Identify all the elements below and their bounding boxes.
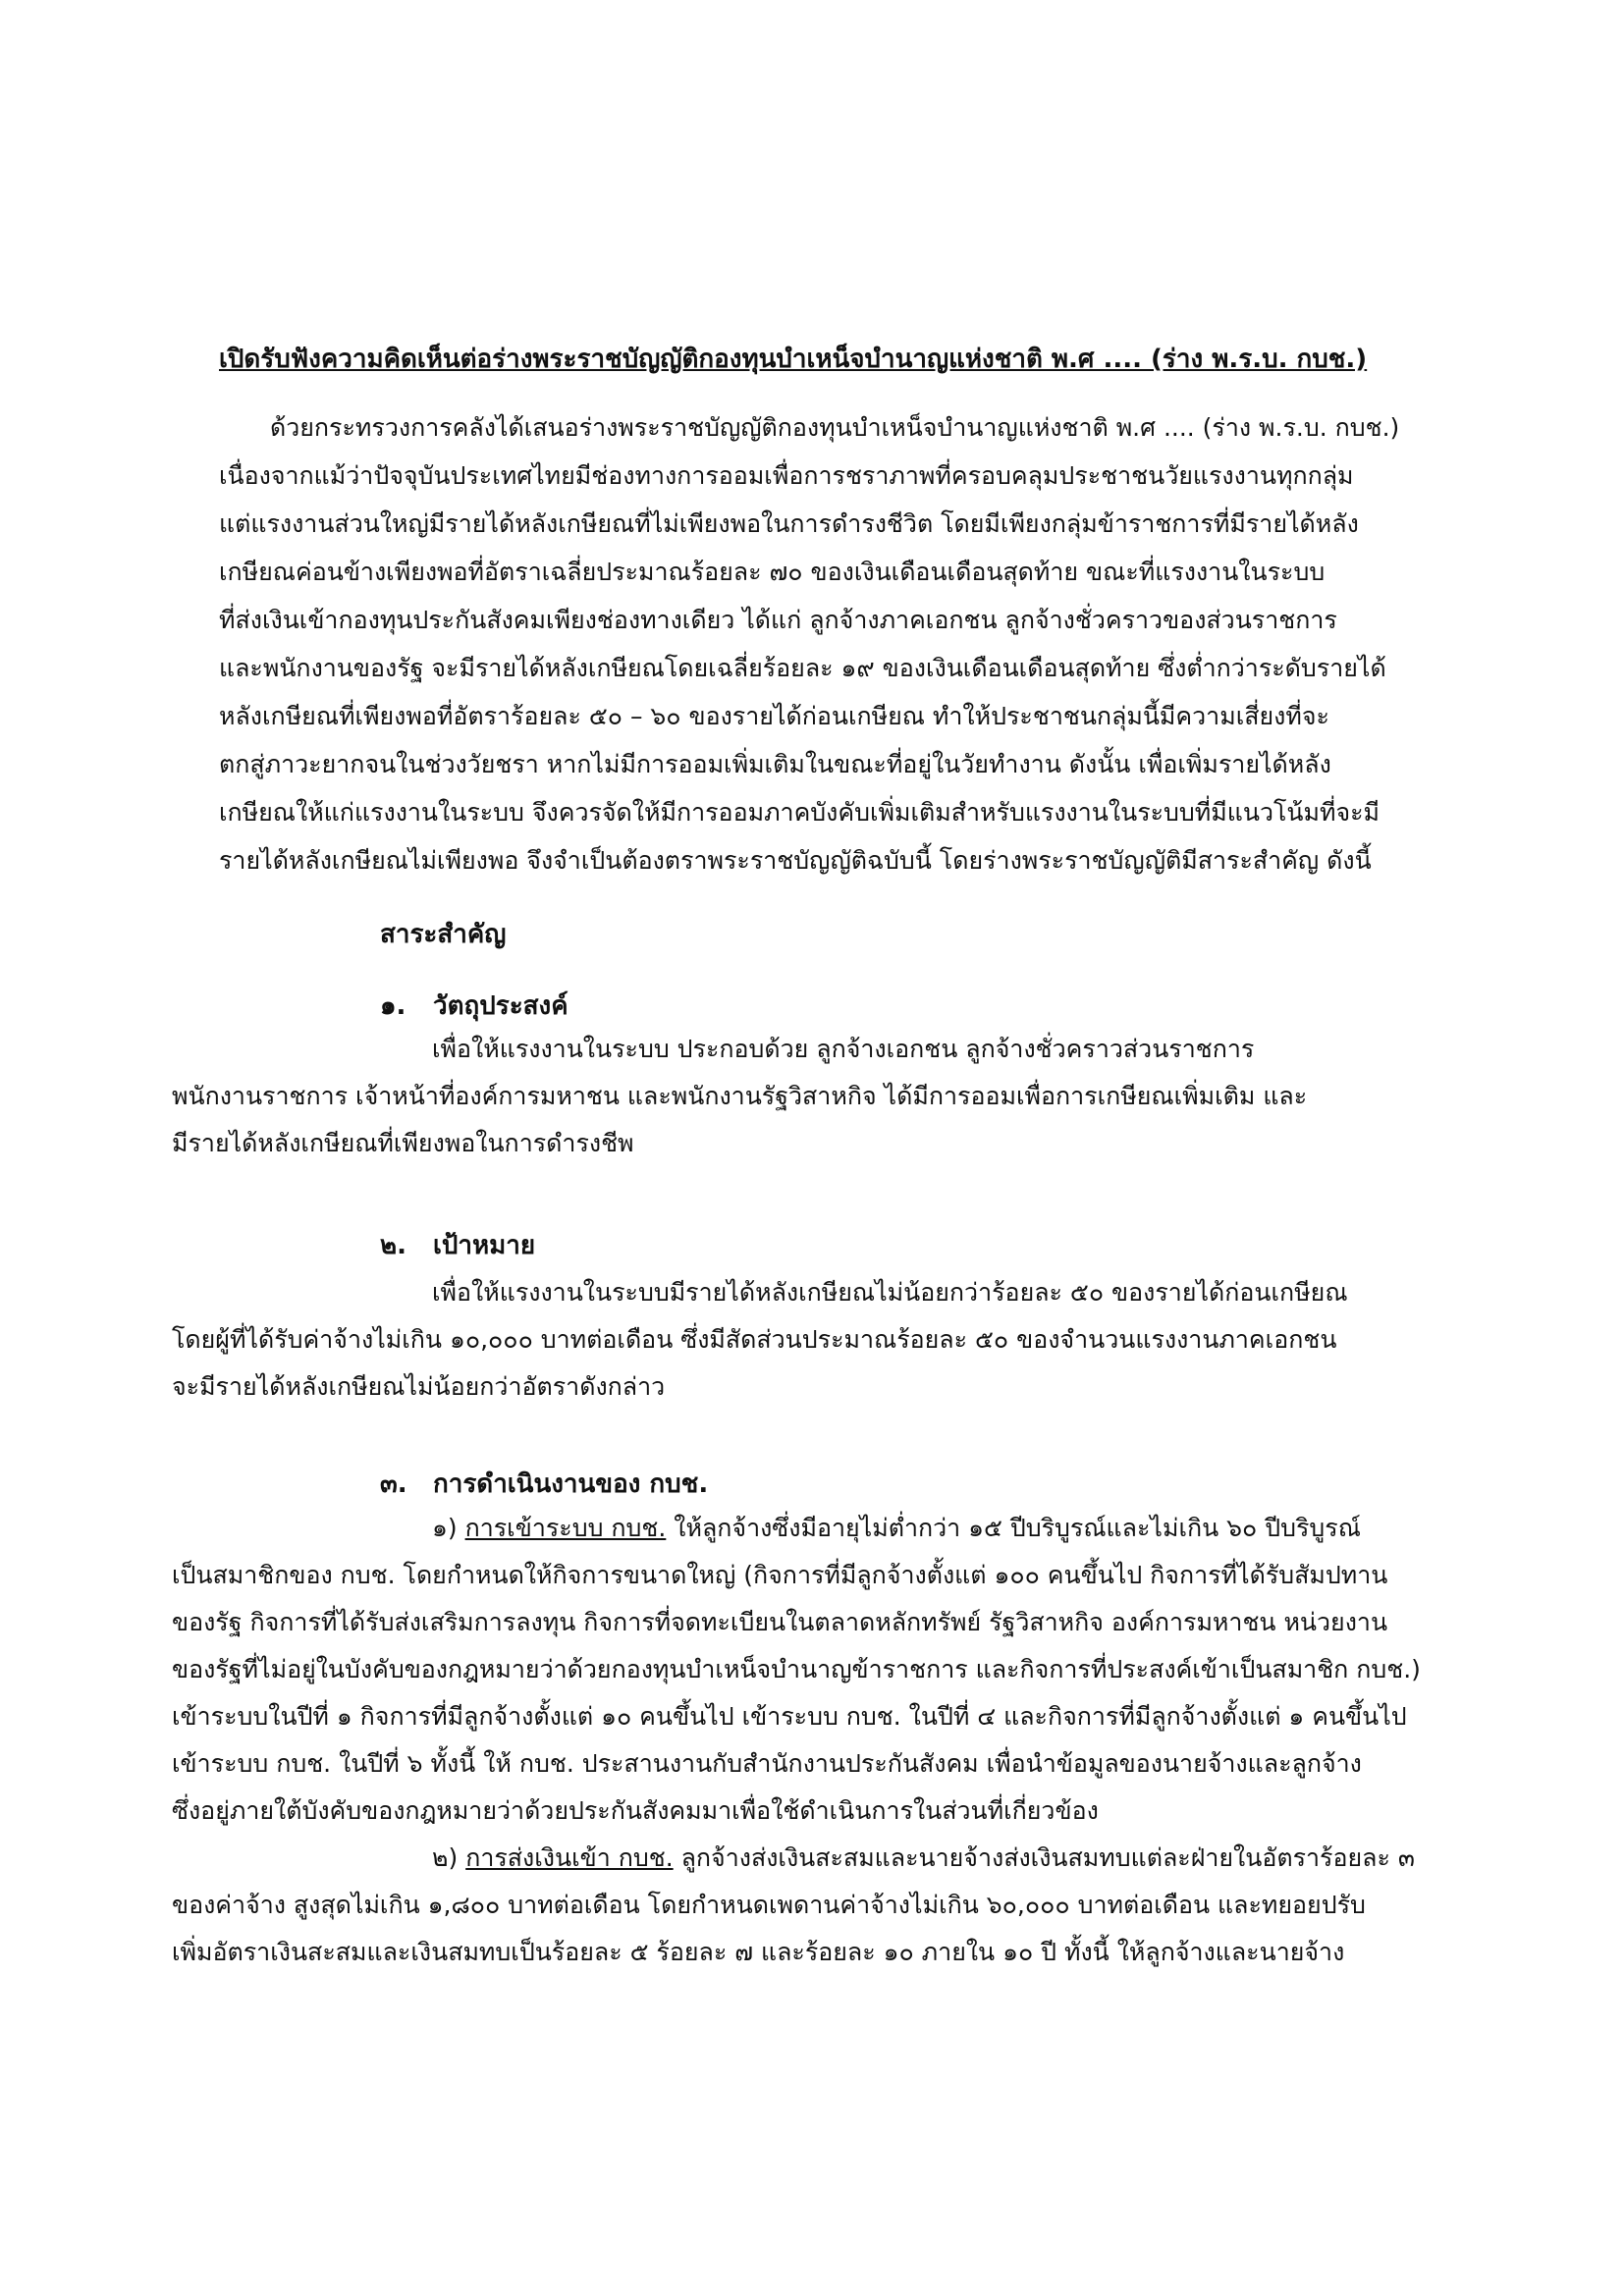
intro-line: เกษียณค่อนข้างเพียงพอที่อัตราเฉลี่ยประมาณร้อยละ ๗๐ ของเงินเดือนเดือนสุดท้าย ขณะที่แรงงานในระบบ [219,558,1326,586]
section-title: การดำเนินงานของ กบช. [433,1469,709,1499]
item-2-first-line [432,1840,1415,1877]
intro-line: แต่แรงงานส่วนใหญ่มีรายได้หลังเกษียณที่ไม่เพียงพอในการดำรงชีวิต โดยมีเพียงกลุ่มข้าราชการที่มีรายได้หลัง [219,509,1359,538]
intro-line: เกษียณให้แก่แรงงานในระบบ จึงควรจัดให้มีการออมภาคบังคับเพิ่มเติมสำหรับแรงงานในระบบที่มีแนวโน้มที่จะมี [219,798,1380,827]
item-text: ให้ลูกจ้างซึ่งมีอายุไม่ต่ำกว่า ๑๕ ปีบริบูรณ์และไม่เกิน ๖๐ ปีบริบูรณ์ [666,1514,1361,1542]
section-3-heading [380,1466,708,1503]
intro-line: รายได้หลังเกษียณไม่เพียงพอ จึงจำเป็นต้องตราพระราชบัญญัติฉบับนี้ โดยร่างพระราชบัญญัติมีสาระสำคัญ ดังนี้ [219,846,1372,875]
item-1-line: ของรัฐที่ไม่อยู่ในบังคับของกฎหมายว่าด้วยกองทุนบำเหน็จบำนาญข้าราชการ และกิจการที่ประสงค์เข้าเป็นสมาชิก กบช.) [172,1655,1421,1683]
intro-line: หลังเกษียณที่เพียงพอที่อัตราร้อยละ ๕๐ – ๖๐ ของรายได้ก่อนเกษียณ ทำให้ประชาชนกลุ่มนี้มีความเสี่ยงที่จะ [219,702,1329,730]
item-label: การเข้าระบบ กบช. [464,1514,667,1542]
section-1-heading [380,988,568,1025]
section-number: ๒. [380,1231,407,1260]
item-1-line: เป็นสมาชิกของ กบช. โดยกำหนดให้กิจการขนาดใหญ่ (กิจการที่มีลูกจ้างตั้งแต่ ๑๐๐ คนขึ้นไป กิจการที่ได้รับสัมปทาน [172,1561,1388,1589]
section-title: วัตถุประสงค์ [433,991,568,1021]
section-2-line: เพื่อให้แรงงานในระบบมีรายได้หลังเกษียณไม่น้อยกว่าร้อยละ ๕๐ ของรายได้ก่อนเกษียณ [432,1278,1348,1307]
item-number: ๒) [432,1843,459,1872]
section-number: ๓. [380,1469,407,1499]
essence-heading: สาระสำคัญ [380,920,507,949]
intro-line: ด้วยกระทรวงการคลังได้เสนอร่างพระราชบัญญัติกองทุนบำเหน็จบำนาญแห่งชาติ พ.ศ .... (ร่าง พ.ร.บ. กบช.) [270,413,1400,442]
section-2-line: จะมีรายได้หลังเกษียณไม่น้อยกว่าอัตราดังกล่าว [172,1372,666,1401]
item-1-line: เข้าระบบในปีที่ ๑ กิจการที่มีลูกจ้างตั้งแต่ ๑๐ คนขึ้นไป เข้าระบบ กบช. ในปีที่ ๔ และกิจการที่มีลูกจ้างตั้งแต่ ๑ คนขึ้นไป [172,1702,1407,1731]
document-title: เปิดรับฟังความคิดเห็นต่อร่างพระราชบัญญัติกองทุนบำเหน็จบำนาญแห่งชาติ พ.ศ .... (ร่าง พ.ร.บ. กบช.) [219,345,1368,374]
item-1-first-line [432,1510,1361,1547]
item-1-line: ของรัฐ กิจการที่ได้รับส่งเสริมการลงทุน กิจการที่จดทะเบียนในตลาดหลักทรัพย์ รัฐวิสาหกิจ องค์การมหาชน หน่วยงาน [172,1608,1388,1636]
section-title: เป้าหมาย [433,1231,536,1260]
item-2-line: ของค่าจ้าง สูงสุดไม่เกิน ๑,๘๐๐ บาทต่อเดือน โดยกำหนดเพดานค่าจ้างไม่เกิน ๖๐,๐๐๐ บาทต่อเดือน และทยอยปรับ [172,1891,1366,1919]
intro-line: ตกสู่ภาวะยากจนในช่วงวัยชรา หากไม่มีการออมเพิ่มเติมในขณะที่อยู่ในวัยทำงาน ดังนั้น เพื่อเพิ่มรายได้หลัง [219,750,1331,778]
section-2-line: โดยผู้ที่ได้รับค่าจ้างไม่เกิน ๑๐,๐๐๐ บาทต่อเดือน ซึ่งมีสัดส่วนประมาณร้อยละ ๕๐ ของจำนวนแรงงานภาคเอกชน [172,1325,1337,1354]
item-number: ๑) [432,1514,458,1542]
intro-line: และพนักงานของรัฐ จะมีรายได้หลังเกษียณโดยเฉลี่ยร้อยละ ๑๙ ของเงินเดือนเดือนสุดท้าย ซึ่งต่ำกว่าระดับรายได้ [219,654,1386,682]
section-2-heading [380,1227,535,1264]
item-1-line: เข้าระบบ กบช. ในปีที่ ๖ ทั้งนี้ ให้ กบช. ประสานงานกับสำนักงานประกันสังคม เพื่อนำข้อมูลของนายจ้างและลูกจ้าง [172,1749,1362,1778]
intro-line: ที่ส่งเงินเข้ากองทุนประกันสังคมเพียงช่องทางเดียว ได้แก่ ลูกจ้างภาคเอกชน ลูกจ้างชั่วคราวของส่วนราชการ [219,606,1337,634]
intro-line: เนื่องจากแม้ว่าปัจจุบันประเทศไทยมีช่องทางการออมเพื่อการชราภาพที่ครอบคลุมประชาชนวัยแรงงานทุกกลุ่ม [219,461,1354,490]
section-1-line: พนักงานราชการ เจ้าหน้าที่องค์การมหาชน และพนักงานรัฐวิสาหกิจ ได้มีการออมเพื่อการเกษียณเพิ่มเติม และ [172,1082,1308,1110]
item-2-line: เพิ่มอัตราเงินสะสมและเงินสมทบเป็นร้อยละ ๕ ร้อยละ ๗ และร้อยละ ๑๐ ภายใน ๑๐ ปี ทั้งนี้ ให้ลูกจ้างและนายจ้าง [172,1938,1345,1966]
section-number: ๑. [380,991,406,1021]
item-label: การส่งเงินเข้า กบช. [465,1843,674,1872]
item-text: ลูกจ้างส่งเงินสะสมและนายจ้างส่งเงินสมทบแต่ละฝ่ายในอัตราร้อยละ ๓ [673,1843,1415,1872]
section-1-line: เพื่อให้แรงงานในระบบ ประกอบด้วย ลูกจ้างเอกชน ลูกจ้างชั่วคราวส่วนราชการ [432,1035,1255,1063]
item-1-line: ซึ่งอยู่ภายใต้บังคับของกฎหมายว่าด้วยประกันสังคมมาเพื่อใช้ดำเนินการในส่วนที่เกี่ยวข้อง [172,1796,1099,1825]
section-1-line: มีรายได้หลังเกษียณที่เพียงพอในการดำรงชีพ [172,1129,634,1157]
